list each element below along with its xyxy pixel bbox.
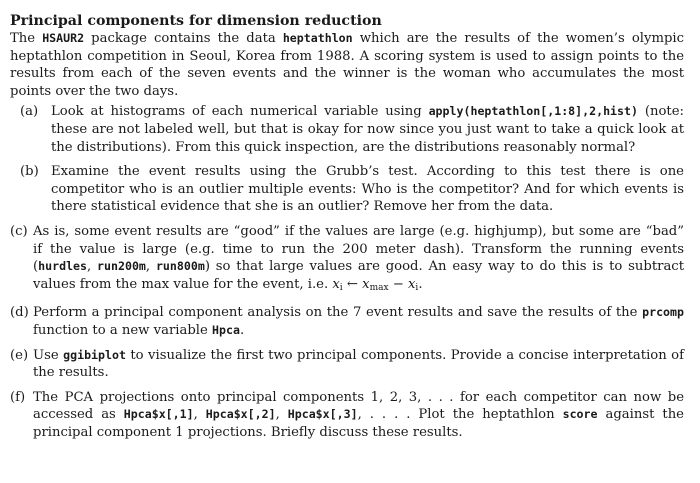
question-a: (a) Look at histograms of each numerical variable using apply(heptathlon[,1:8],2,hist) (note: these are not labeled well, but that is okay for now since you just want to take a quick look at the distributions). From this quick inspection, are the distributions reasonably normal? [20,104,684,155]
question-label: (a) [20,104,39,120]
dataset-name: heptathlon [282,31,353,45]
package-name: HSAUR2 [42,31,85,45]
code-snippet: run200m [97,259,146,274]
question-d: (d) Perform a principal component analysis on the 7 event results and save the results of the prcomp function to a new variable Hpca. [10,305,684,338]
question-label: (e) [10,347,29,363]
code-snippet: hurdles [38,259,88,274]
question-f: (f) The PCA projections onto principal components 1, 2, 3, . . . for each competitor can now be accessed as Hpca$x[,1], Hpca$x[,2], Hpca$x[,3], . . . . Plot the heptathlon score against the principal component 1 projections. Briefly discuss these results. [10,389,684,440]
question-c: (c) As is, some event results are “good” if the values are large (e.g. highjump), but some are “bad” if the value is large (e.g. time to run the 200 meter dash). Transform the running events (hurdles, run200m, run800m) so that large values are good. An easy way to do this is to subtract values from the max value for the event, i.e. $x_i$ ← $x_{max} - x_i$. [10,223,684,293]
code-snippet: Hpca$x[,3] [287,407,358,422]
code-snippet: Hpca [212,322,240,337]
question-b: (b) Examine the event results using the Grubb’s test. According to this test there is one competitor who is an outlier multiple events: Who is the competitor? And for which events is there statistical evidence that she is an outlier? Remove her from the data. [20,164,684,215]
code-snippet: prcomp [642,305,684,320]
code-snippet: Hpca$x[,2] [205,407,276,422]
code-snippet: ggibiplot [63,347,126,362]
question-label: (d) [10,305,29,321]
question-e: (e) Use ggibiplot to visualize the first two principal components. Provide a concise interpretation of the results. [10,347,684,381]
code-snippet: run800m [155,259,205,274]
code-snippet: apply(heptathlon[,1:8],2,hist) [428,104,638,119]
question-label: (c) [10,223,28,239]
code-snippet: score [562,407,598,422]
question-label: (f) [10,389,26,405]
code-snippet: Hpca$x[,1] [123,407,194,422]
math-formula: $x_i$ ← $x_{max} - x_i$ [332,276,419,293]
section-title: Principal components for dimension reduction [10,13,382,29]
question-label: (b) [20,164,39,180]
intro-paragraph: The HSAUR2 package contains the data heptathlon which are the results of the women’s olympic heptathlon competition in Seoul, Korea from 1988. A scoring system is used to assign points to the results from each of the seven events and the winner is the woman who accumulates the most points over the two days. [10,31,684,99]
